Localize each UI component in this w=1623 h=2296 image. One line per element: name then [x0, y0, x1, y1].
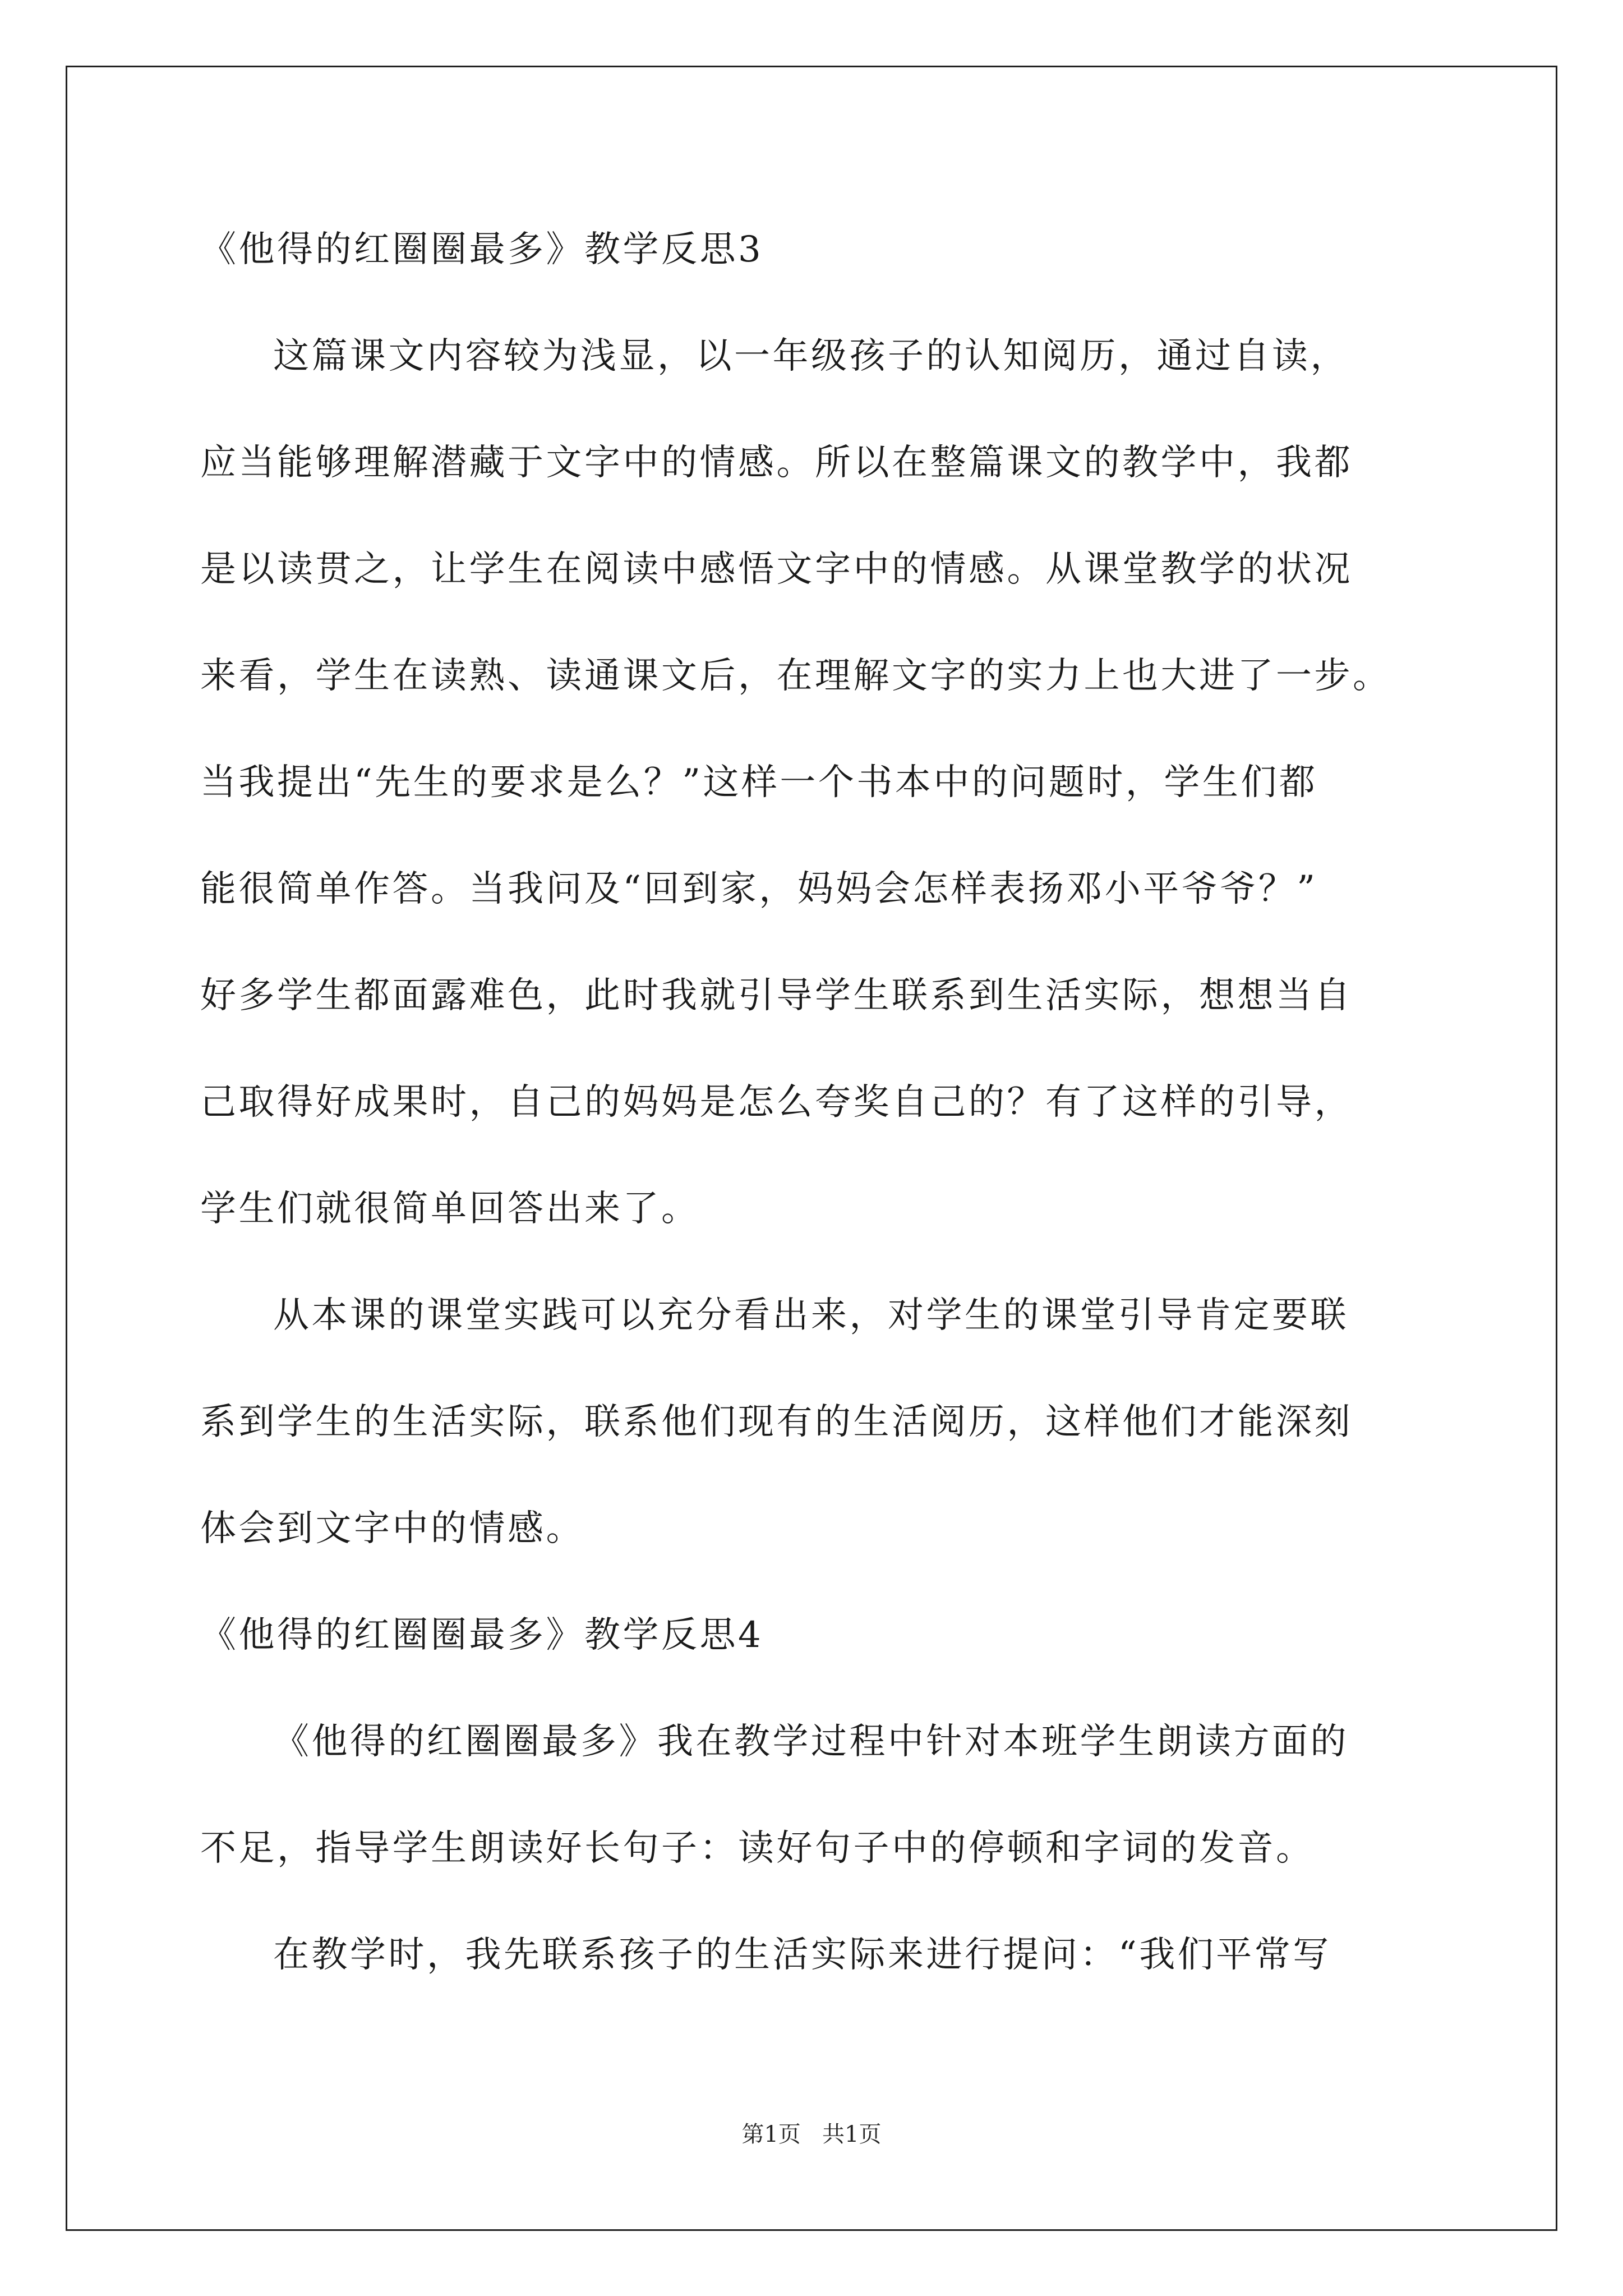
page-border — [66, 66, 1557, 2231]
text-line: 己取得好成果时，自己的妈妈是怎么夸奖自己的？有了这样的引导， — [200, 1082, 1353, 1123]
text-line: 在教学时，我先联系孩子的生活实际来进行提问：“我们平常写 — [273, 1934, 1331, 1976]
text-line: 学生们就很简单回答出来了。 — [200, 1188, 700, 1230]
text-line: 不足，指导学生朗读好长句子：读好句子中的停顿和字词的发音。 — [200, 1828, 1315, 1869]
text-line: 系到学生的生活实际，联系他们现有的生活阅历，这样他们才能深刻 — [200, 1401, 1353, 1443]
text-line: 从本课的课堂实践可以充分看出来，对学生的课堂引导肯定要联 — [273, 1295, 1349, 1336]
text-line: 好多学生都面露难色，此时我就引导学生联系到生活实际，想想当自 — [200, 975, 1353, 1016]
page-footer: 第1页 共1页 — [741, 2122, 882, 2147]
text-line: 《他得的红圈圈最多》我在教学过程中针对本班学生朗读方面的 — [273, 1721, 1349, 1763]
text-line: 当我提出“先生的要求是么？”这样一个书本中的问题时，学生们都 — [200, 762, 1318, 803]
text-line: 是以读贯之，让学生在阅读中感悟文字中的情感。从课堂教学的状况 — [200, 549, 1353, 590]
section-heading-3: 《他得的红圈圈最多》教学反思3 — [200, 229, 764, 270]
text-line: 应当能够理解潜藏于文字中的情感。所以在整篇课文的教学中，我都 — [200, 442, 1353, 484]
text-line: 来看，学生在读熟、读通课文后，在理解文字的实力上也大进了一步。 — [200, 655, 1391, 697]
text-line: 这篇课文内容较为浅显，以一年级孩子的认知阅历，通过自读， — [273, 335, 1349, 377]
text-line: 体会到文字中的情感。 — [200, 1508, 584, 1549]
section-heading-4: 《他得的红圈圈最多》教学反思4 — [200, 1614, 764, 1656]
text-line: 能很简单作答。当我问及“回到家，妈妈会怎样表扬邓小平爷爷？” — [200, 868, 1318, 910]
